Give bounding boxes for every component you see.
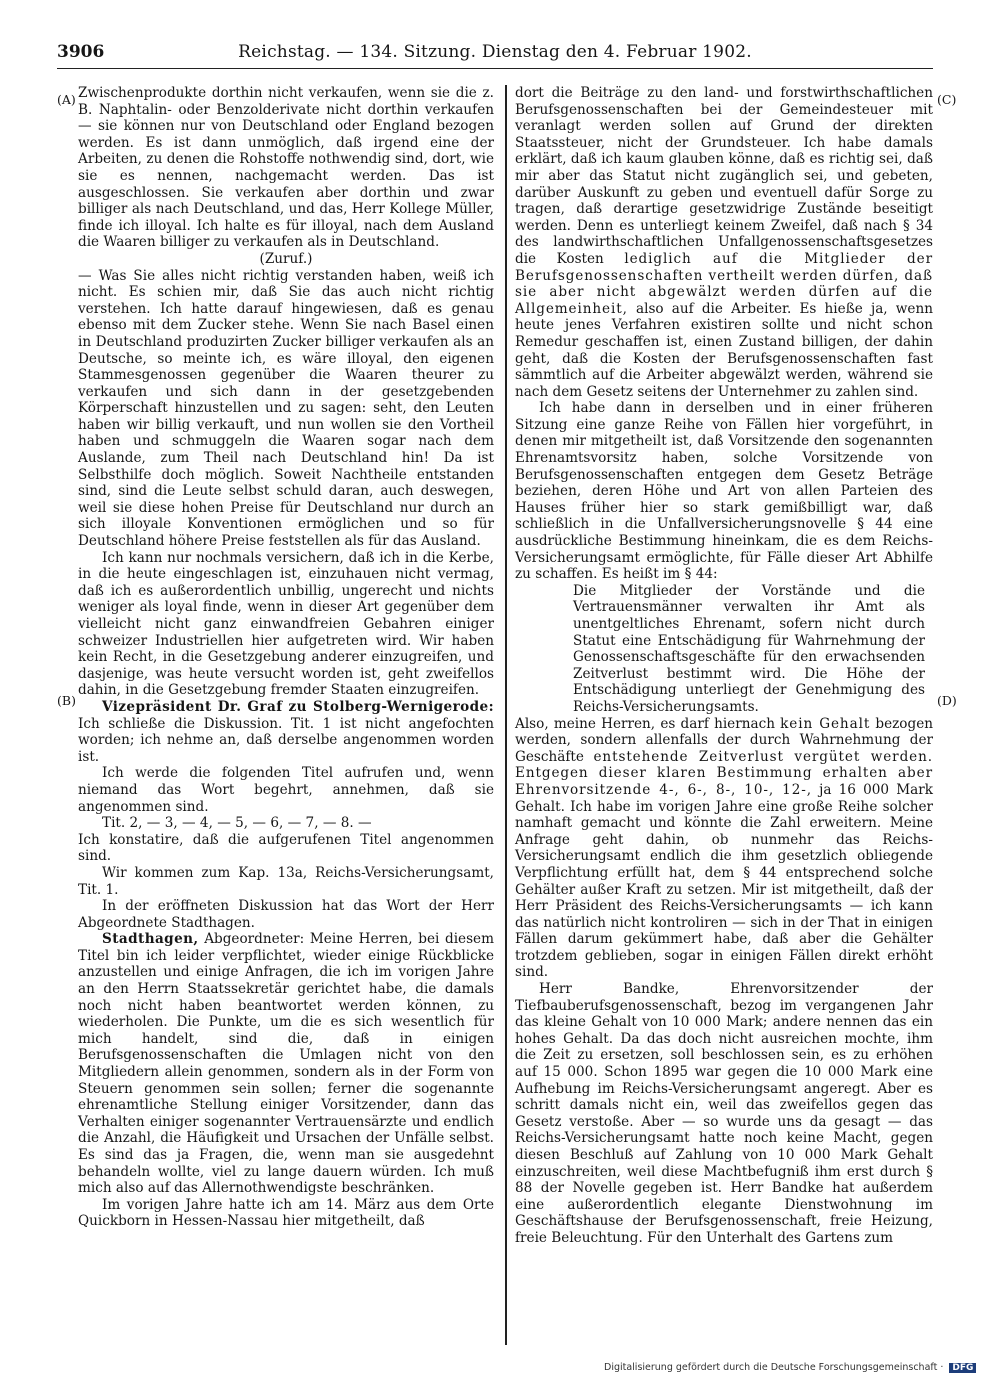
speaker-name: Vizepräsident Dr. Graf zu Stolberg-Wernigerode: — [102, 698, 494, 715]
speaker-role: Abgeordneter: — [198, 931, 305, 948]
emphasis-text: lediglich auf die Mitglieder der Berufsgenossenschaften vertheilt werden dürfen, daß sie aber nicht abgewälzt werden dürfen auf die Allgemeinheit, — [515, 250, 934, 317]
paragraph: Ich kann nur nochmals versichern, daß ich in die Kerbe, in die heute eingeschlagen ist, einzuhauen nicht vermag, daß ich es außerordentlich unbillig, ungerecht und nichts weniger als loyal finde, wenn in dieser Art gegenüber dem vielleicht nicht ganz einwandfreien Gebahren einiger schweizer Industriellen hier aufgetreten wird. Wir haben kein Recht, in die Gesetzgebung anderer einzugreifen, und dasjenige, was heute versucht worden ist, geht zweifellos dahin, in die Gesetzgebung fremder Staaten einzugreifen. — [78, 549, 494, 699]
paragraph: Wir kommen zum Kap. 13a, Reichs-Versicherungsamt, Tit. 1. — [78, 864, 494, 898]
speech-text: Meine Herren, bei diesem Titel bin ich leider verpflichtet, wieder einige Rückblicke anzustellen und einige Anfragen, die ich im vorigen Jahre an den Herrn Staatssekretär gerichtet habe, die damals noch nicht haben beantwortet werden können, zu wiederholen. Die Punkte, um die es sich wesentlich für mich handelt, sind die, daß in einigen Berufsgenossenschaften die Umlagen nicht von den Mitgliedern allein genommen, sondern als in der Form von Steuern genommen sein sollen; ferner die sogenannte ehrenamtliche Stellung einiger Vorsitzender, dann das Verhalten einiger sogenannter Vertrauensärzte und endlich die Anzahl, die Häufigkeit und Ursachen der Unfälle selbst. Es sind das ja Fragen, die, wenn man sie ausgedehnt behandeln wollte, viel zu lange dauern würden. Ich muß mich also auf das Allernothwendigste beschränken. — [78, 931, 494, 1197]
paragraph — [515, 85, 933, 400]
paragraph: Tit. 2, — 3, — 4, — 5, — 6, — 7, — 8. — — [102, 815, 372, 832]
paragraph: Im vorigen Jahre hatte ich am 14. März aus dem Orte Quickborn in Hessen-Nassau hier mitgetheilt, daß — [78, 1196, 494, 1230]
emphasis-text: entstehende Zeitverlust vergütet werden. Entgegen dieser klaren Bestimmung erhalten aber Ehrenvorsitzende 4-, 6-, 8-, 10-, 12-, — [515, 748, 933, 798]
margin-marker-b: (B) — [57, 693, 76, 708]
paragraph: Herr Bandke, Ehrenvorsitzender der Tiefbauberufsgenossenschaft, bezog im vergangenen Jahr das kleine Gehalt von 10 000 Mark; andere nennen das ein hohes Gehalt. Da das doch nicht ausreichen mochte, ihm die Zeit zu ersetzen, soll beschlossen sein, es zu erhöhen auf 15 000. Schon 1895 war gegen die 10 000 Mark eine Aufhebung im Reichs-Versicherungsamt angeregt. Aber es schritt damals nicht ein, weil das zweifellos gegen das Gesetz verstoße. Aber — so wurde uns da gesagt — das Reichs-Versicherungsamt hatte noch keine Macht, gegen diesen Beschluß auf Zahlung von 10 000 Mark Gehalt einzuschreiten, weil diese Machtbefugniß ihm erst durch § 88 der Novelle gegeben ist. Herr Bandke hat außerdem eine außerordentlich elegante Dienstwohnung im Geschäftshause der Berufsgenossenschaft, freie Heizung, freie Beleuchtung. Für den Unterhalt des Gartens zum — [515, 981, 933, 1246]
column-divider — [505, 85, 507, 1345]
paragraph: Zwischenprodukte dorthin nicht verkaufen, wenn sie die z. B. Naphtalin- oder Benzolderivate nicht dorthin verkaufen — sie können nur von Deutschland oder England bezogen werden. Es ist dann unmöglich, daß irgend eine der Arbeiten, zu denen die Rohstoffe nothwendig sind, dort, wie sie es nennen, nachgemacht werden. Das ist ausgeschlossen. Sie verkaufen aber dorthin und zwar billiger als nach Deutschland, und das, Herr Kollege Müller, finde ich illoyal. Ich halte es für illoyal, nach dem Ausland die Waaren billiger zu verkaufen als in Deutschland. — [78, 85, 494, 251]
right-column — [515, 85, 933, 1247]
paragraph — [515, 716, 933, 982]
speaker-name: Stadthagen, — [102, 931, 199, 948]
footer-text: Digitalisierung gefördert durch die Deutsche Forschungsgemeinschaft · — [604, 1362, 944, 1373]
paragraph: Ich habe dann in derselben und in einer früheren Sitzung eine ganze Reihe von Fällen hier vorgeführt, in denen mir mitgetheilt ist, daß Vorsitzende den sogenannten Ehrenamtsvorsitz haben, solche Vorsitzende von Berufsgenossenschaften entgegen dem Gesetz Beträge beziehen, deren Höhe und Art von allen Parteien des Hauses früher hier so stark gemißbilligt war, daß schließlich in die Unfallversicherungsnovelle § 44 eine ausdrückliche Bestimmung hineinkam, die es dem Reichs-Versicherungsamt ermöglichte, für Fälle dieser Art Abhilfe zu schaffen. Es heißt im § 44: — [515, 400, 933, 583]
paragraph: Ich werde die folgenden Titel aufrufen und, wenn niemand das Wort begehrt, annehmen, daß sie angenommen sind. — [78, 765, 494, 815]
text-run: bezogen werden, sondern allenfalls der durch Wahrnehmung der Geschäfte — [515, 715, 933, 765]
digitization-footer — [604, 1362, 976, 1373]
text-run: also auf die Arbeiter. Es hieße ja, wenn heute jenes Verfahren existiren sollte und nicht schon Remedur geschaffen ist, einen Zustand billigen, der dahin geht, daß die Kosten der Berufsgenossenschaften fast sämmtlich auf die Arbeiter abgewälzt werden, während sie nach dem Gesetz seitens der Unternehmer zu zahlen sind. — [515, 300, 933, 400]
paragraph: In der eröffneten Diskussion hat das Wort der Herr Abgeordnete Stadthagen. — [78, 898, 494, 931]
text-run: dort die Beiträge zu den land- und forstwirthschaftlichen Berufsgenossenschaften bei der Gemeindesteuer mit veranlagt werden sollen auf Grund der direkten Staatssteuer, nicht der Grundsteuer. Ich habe damals erklärt, daß ich kaum glauben könne, daß es richtig sei, daß mir aber das Statut nicht zugänglich sei, und gebeten, darüber Auskunft zu geben und eventuell dafür Sorge zu tragen, daß derartige gesetzwidrige Zustände beseitigt werden. Denn es unterliegt keinem Zweifel, daß nach § 34 des landwirthschaftlichen Unfallgenossenschaftsgesetzes die Kosten — [515, 85, 933, 267]
statute-quote: Die Mitglieder der Vorstände und die Vertrauensmänner verwalten ihr Amt als unentgeltliches Ehrenamt, sofern nicht durch Statut eine Entschädigung für Wahrnehmung der Genossenschaftsgeschäfte für den erwachsenden Zeitverlust bestimmt wird. Die Höhe der Entschädigung unterliegt der Genehmigung des Reichs-Versicherungsamts. — [573, 582, 925, 715]
margin-marker-a: (A) — [57, 92, 76, 107]
margin-marker-c: (C) — [937, 92, 957, 107]
emphasis-text: kein Gehalt — [780, 715, 871, 732]
text-run: ja 16 000 Mark Gehalt. Ich habe im vorigen Jahre eine große Reihe solcher namhaft gemacht und könnte die Zahl erweitern. Meine Anfrage geht dahin, ob nunmehr das Reichs-Versicherungsamt endlich die ihm gesetzlich obliegende Verpflichtung erfüllt hat, dem § 44 entsprechend solche Gehälter außer Kraft zu setzen. Mir ist mitgetheilt, daß der Herr Präsident des Reichs-Versicherungsamts — ich kann das natürlich nicht kontroliren — sich in der That in einigen Fällen darum gekümmert habe, daß aber die Gehälter trotzdem geblieben, sogar in einigen Fällen direkt erhöht sind. — [515, 781, 933, 981]
interjection: (Zuruf.) — [259, 250, 313, 267]
speaker-paragraph — [78, 699, 494, 765]
paragraph: Ich konstatire, daß die aufgerufenen Titel angenommen sind. — [78, 831, 494, 865]
page-header — [57, 42, 933, 69]
margin-marker-d: (D) — [937, 693, 957, 708]
paragraph: — Was Sie alles nicht richtig verstanden haben, weiß ich nicht. Es schien mir, daß Sie das auch nicht richtig verstehen. Ich hatte darauf hingewiesen, daß es genau ebenso mit dem Zucker stehe. Wenn Sie nach Basel einen in Deutschland produzirten Zucker billiger verkaufen als an Deutsche, so meinte ich, es wäre illoyal, den eigenen Stammesgenossen gegenüber die Waaren theurer zu verkaufen und sich dann in der gesetzgebenden Körperschaft hinzustellen und zu sagen: seht, den Leuten haben wir billig verkauft, und nun wollen sie den Vortheil haben und schmuggeln die Waaren sogar nach dem Auslande, zum Theil nach Deutschland hin! Da ist Selbsthilfe doch möglich. Soweit Nachtheile entstanden sind, sind die Leute selbst schuld daran, auch deswegen, weil sie diese hohen Preise für Deutschland nur durch an sich illoyale Konventionen ermöglichen und so für Deutschland höhere Preise feststellen als für das Ausland. — [78, 267, 494, 550]
running-title: Reichstag. — 134. Sitzung. Dienstag den 4. Februar 1902. — [238, 42, 752, 62]
speech-text: Ich schließe die Diskussion. Tit. 1 ist nicht angefochten worden; ich nehme an, daß derselbe angenommen worden ist. — [78, 715, 494, 765]
text-run: Also, meine Herren, es darf hiernach — [515, 715, 781, 732]
left-column — [78, 85, 494, 1230]
page-number: 3906 — [57, 42, 105, 62]
dfg-logo: DFG — [949, 1363, 976, 1373]
speaker-paragraph — [78, 931, 494, 1197]
